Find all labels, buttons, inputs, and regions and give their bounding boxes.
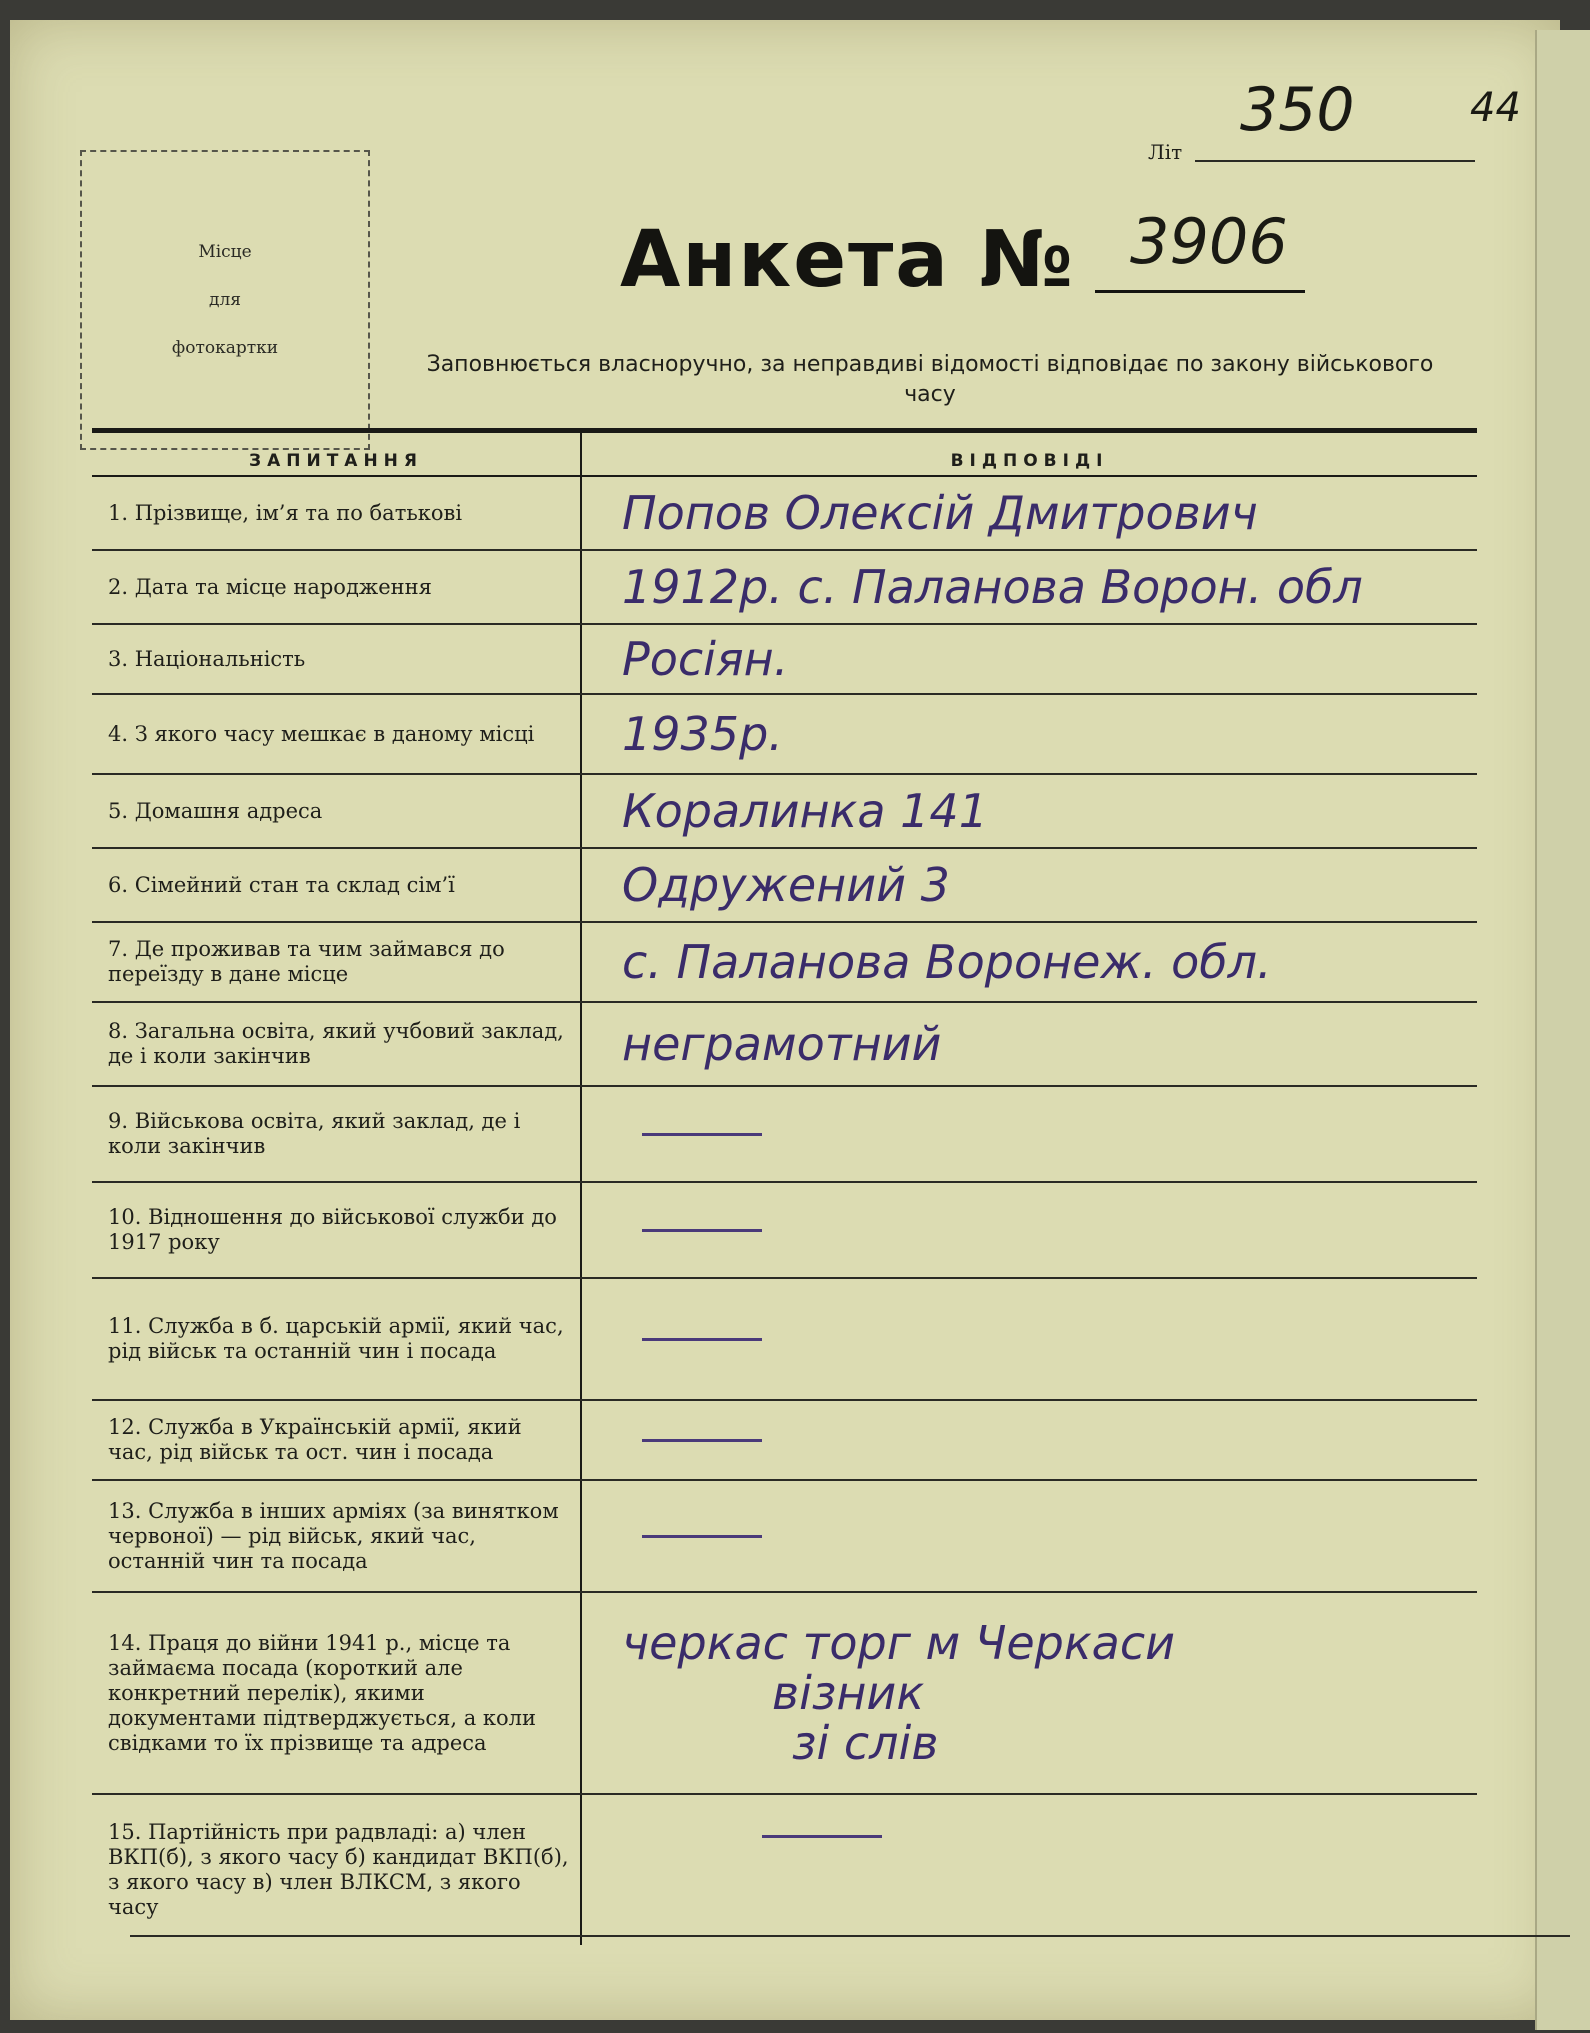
answers-header: ВІДПОВІДІ: [950, 451, 1109, 471]
blank-dash: [642, 1535, 762, 1538]
questions-header: ЗАПИТАННЯ: [92, 433, 582, 475]
photo-label-2: для: [209, 290, 241, 310]
photo-label-3: фотокартки: [171, 338, 279, 358]
table-row: [92, 1087, 1477, 1183]
question: 4. З якого часу мешкає в даному місці: [92, 695, 582, 773]
blank-dash: [642, 1133, 762, 1136]
form-number: 3906: [1130, 205, 1288, 278]
question: 5. Домашня адреса: [92, 775, 582, 847]
question: 1. Прізвище, ім’я та по батькові: [92, 477, 582, 549]
photo-label-1: Місце: [198, 242, 252, 262]
answer: неграмотний: [622, 1017, 942, 1071]
question: 7. Де проживав та чим займався до переїзду в дане місце: [92, 923, 582, 1001]
answer: 1912р. с. Паланова Ворон. обл: [622, 560, 1363, 614]
question: 12. Служба в Українській армії, який час, рід військ та ост. чин і посада: [92, 1401, 582, 1479]
answer: Попов Олексій Дмитрович: [622, 486, 1258, 540]
answer: [582, 1183, 1477, 1277]
page-edge: [1535, 30, 1590, 2030]
table-row: [92, 1183, 1477, 1279]
question: 8. Загальна освіта, який учбовий заклад, де і коли закінчив: [92, 1003, 582, 1085]
table-row: [92, 1279, 1477, 1401]
photo-placeholder: [80, 150, 370, 450]
table-row: [92, 849, 1477, 923]
answer: Коралинка 141: [622, 784, 988, 838]
question: 11. Служба в б. царській армії, який час, рід військ та останній чин і посада: [92, 1279, 582, 1399]
table-row: [92, 477, 1477, 551]
question: 10. Відношення до військової служби до 1917 року: [92, 1183, 582, 1277]
table-row: [92, 1401, 1477, 1481]
corner-number: 44: [1470, 85, 1521, 131]
question: 2. Дата та місце народження: [92, 551, 582, 623]
answer-line-1: черкас торг м Черкаси: [622, 1616, 1176, 1670]
table-row: [92, 923, 1477, 1003]
table-row: [92, 1795, 1477, 1945]
form-title: Анкета №: [620, 215, 1075, 305]
answer: 1935р.: [622, 707, 783, 761]
question: 9. Військова освіта, який заклад, де і коли закінчив: [92, 1087, 582, 1181]
table-row: [92, 775, 1477, 849]
table-row: [92, 1593, 1477, 1795]
answer: с. Паланова Воронеж. обл.: [622, 935, 1272, 989]
table-row: [92, 695, 1477, 775]
answer: Росіян.: [622, 632, 789, 686]
table-row: [92, 1003, 1477, 1087]
answer: [582, 1279, 1477, 1399]
answer: [582, 1481, 1477, 1591]
answer: [582, 1087, 1477, 1181]
blank-dash: [762, 1835, 882, 1838]
table-bottom-rule: [130, 1935, 1570, 1937]
number-underline: [1095, 290, 1305, 293]
answer: [582, 1401, 1477, 1479]
answer-line-3: зі слів: [792, 1716, 939, 1770]
blank-dash: [642, 1439, 762, 1442]
answer: Одружений 3: [622, 858, 950, 912]
question: 3. Національність: [92, 625, 582, 693]
question: 6. Сімейний стан та склад сім’ї: [92, 849, 582, 921]
answer-line-2: візник: [772, 1666, 925, 1720]
blank-dash: [642, 1338, 762, 1341]
table-row: [92, 625, 1477, 695]
questionnaire-table: [92, 428, 1477, 1945]
table-row: [92, 1481, 1477, 1593]
form-subtitle: Заповнюється власноручно, за неправдиві відомості відповідає по закону військового часу: [426, 352, 1434, 407]
question: 15. Партійність при радвладі: а) член ВКП(б), з якого часу б) кандидат ВКП(б), з якого часу в) член ВЛКСМ, з якого часу: [92, 1795, 582, 1945]
lit-underline: [1195, 160, 1475, 162]
blank-dash: [642, 1229, 762, 1232]
question: 13. Служба в інших арміях (за винятком червоної) — рід військ, який час, останній чин та посада: [92, 1481, 582, 1591]
answer: [582, 1795, 1477, 1945]
table-row: [92, 551, 1477, 625]
lit-label: Літ: [1148, 140, 1183, 164]
question: 14. Праця до війни 1941 р., місце та займаєма посада (короткий але конкретний перелік), якими документами підтверджується, а коли свідками то їх прізвище та адреса: [92, 1593, 582, 1793]
lit-value: 350: [1240, 75, 1355, 145]
table-header: [92, 433, 1477, 477]
answer: [582, 1593, 1477, 1793]
